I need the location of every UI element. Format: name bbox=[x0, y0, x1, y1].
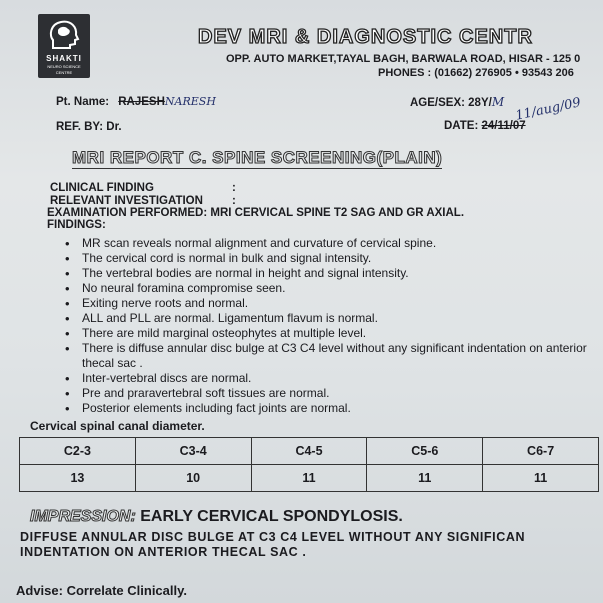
logo-name: SHAKTI bbox=[46, 54, 82, 63]
finding-item: • There is diffuse annular disc bulge at C3 C4 level without any significant indentation on anterior thecal sac . bbox=[56, 341, 596, 371]
canal-level-cell: C5-6 bbox=[367, 438, 483, 465]
canal-level-cell: C4-5 bbox=[251, 438, 367, 465]
examination-label: EXAMINATION PERFORMED: bbox=[47, 207, 208, 219]
patient-name-row bbox=[56, 95, 216, 108]
finding-item: • The vertebral bodies are normal in height and signal intensity. bbox=[56, 266, 596, 281]
canal-diameter-table bbox=[19, 437, 599, 492]
canal-value-cell: 10 bbox=[135, 465, 251, 492]
canal-level-cell: C6-7 bbox=[483, 438, 599, 465]
findings-label: FINDINGS: bbox=[47, 219, 106, 231]
relevant-investigation-colon: : bbox=[232, 195, 236, 207]
impression-label: IMPRESSION: bbox=[30, 508, 136, 525]
finding-item: • Inter-vertebral discs are normal. bbox=[56, 371, 596, 386]
canal-value-row bbox=[20, 465, 599, 492]
shakti-logo bbox=[38, 14, 90, 78]
patient-name-label: Pt. Name: bbox=[56, 96, 110, 108]
report-heading: MRI REPORT C. SPINE SCREENING(PLAIN) bbox=[72, 148, 443, 167]
canal-value-cell: 11 bbox=[483, 465, 599, 492]
date-row bbox=[444, 120, 526, 132]
canal-diameter-title: Cervical spinal canal diameter. bbox=[30, 419, 205, 433]
impression-heading bbox=[30, 508, 403, 526]
findings-list bbox=[56, 236, 596, 416]
finding-item: • ALL and PLL are normal. Ligamentum flavum is normal. bbox=[56, 311, 596, 326]
sex-handwritten: M bbox=[491, 95, 505, 109]
examination-value: MRI CERVICAL SPINE T2 SAG AND GR AXIAL. bbox=[210, 207, 465, 219]
impression-line: INDENTATION ON ANTERIOR THECAL SAC . bbox=[20, 545, 307, 559]
date-handwritten: 11/aug/09 bbox=[514, 95, 583, 124]
center-address: OPP. AUTO MARKET,TAYAL BAGH, BARWALA ROAD, HISAR - 125 0 bbox=[226, 53, 581, 65]
clinical-finding-colon: : bbox=[232, 182, 236, 194]
finding-item: • Exiting nerve roots and normal. bbox=[56, 296, 596, 311]
canal-level-row bbox=[20, 438, 599, 465]
canal-value-cell: 11 bbox=[367, 465, 483, 492]
finding-item: • No neural foramina compromise seen. bbox=[56, 281, 596, 296]
finding-item: • The cervical cord is normal in bulk and signal intensity. bbox=[56, 251, 596, 266]
date-label: DATE: bbox=[444, 120, 479, 132]
date-printed: 24/11/07 bbox=[481, 120, 526, 132]
center-phones: PHONES : (01662) 276905 • 93543 206 bbox=[378, 67, 574, 79]
examination-row bbox=[47, 207, 464, 219]
advise-text: Advise: Correlate Clinically. bbox=[16, 583, 187, 598]
canal-value-cell: 13 bbox=[20, 465, 136, 492]
logo-sub2: CENTRE bbox=[55, 70, 73, 75]
brain-head-icon bbox=[47, 18, 81, 52]
age-sex-row bbox=[410, 95, 504, 109]
center-title: DEV MRI & DIAGNOSTIC CENTR bbox=[198, 26, 533, 48]
finding-item: • There are mild marginal osteophytes at multiple level. bbox=[56, 326, 596, 341]
canal-level-cell: C3-4 bbox=[135, 438, 251, 465]
canal-value-cell: 11 bbox=[251, 465, 367, 492]
impression-value: EARLY CERVICAL SPONDYLOSIS. bbox=[140, 508, 403, 525]
finding-item: • MR scan reveals normal alignment and curvature of cervical spine. bbox=[56, 236, 596, 251]
finding-item: • Posterior elements including fact joints are normal. bbox=[56, 401, 596, 416]
clinical-finding-label: CLINICAL FINDING bbox=[50, 182, 154, 194]
ref-by: REF. BY: Dr. bbox=[56, 121, 122, 133]
patient-name-handwritten: NARESH bbox=[164, 95, 216, 108]
patient-name-printed: RAJESH bbox=[118, 96, 165, 108]
canal-level-cell: C2-3 bbox=[20, 438, 136, 465]
impression-detail bbox=[20, 530, 603, 560]
impression-line: DIFFUSE ANNULAR DISC BULGE AT C3 C4 LEVEL WITHOUT ANY SIGNIFICAN bbox=[20, 530, 526, 544]
finding-item: • Pre and praravertebral soft tissues are normal. bbox=[56, 386, 596, 401]
logo-sub1: NEURO SCIENCE bbox=[47, 64, 81, 69]
relevant-investigation-label: RELEVANT INVESTIGATION bbox=[50, 195, 203, 207]
age-sex-label: AGE/SEX: 28Y/ bbox=[410, 97, 492, 109]
